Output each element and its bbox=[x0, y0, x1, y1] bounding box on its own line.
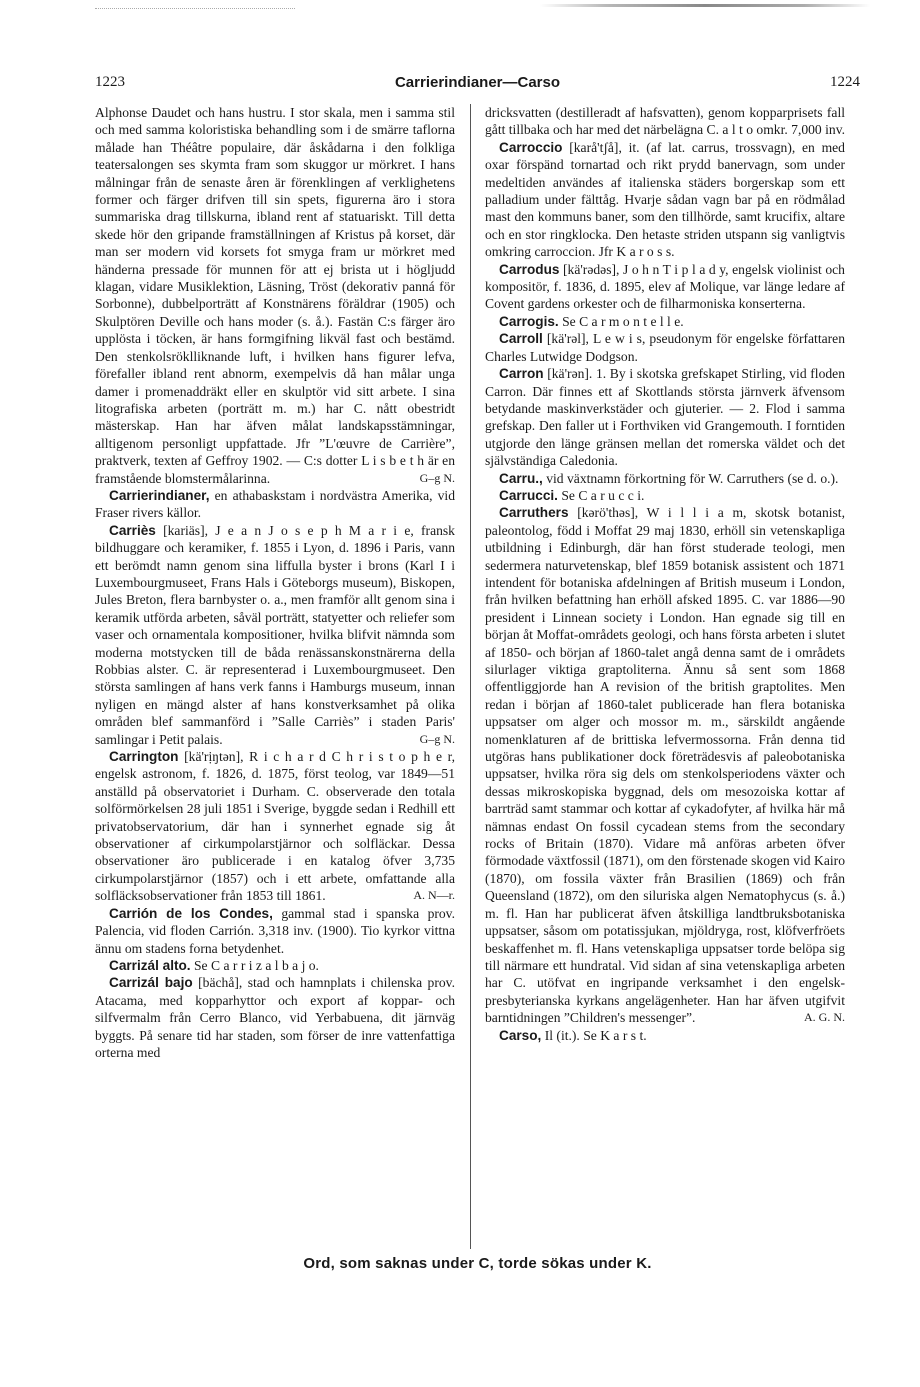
article-entry bbox=[95, 522, 455, 748]
entry-text: Se C a r u c c i. bbox=[561, 487, 645, 503]
entry-text: vid växtnamn förkortning för W. Carruthers (se d. o.). bbox=[546, 470, 839, 486]
headword: Carrizál alto. bbox=[109, 957, 191, 973]
article-entry bbox=[485, 470, 845, 487]
headword: Carriès bbox=[109, 522, 156, 538]
headword: Carrogis. bbox=[499, 313, 559, 329]
entry-text: dricksvatten (destilleradt af hafsvatten), genom kopparprisets fall gått tillbaka och har med det närbelägna C. a l t o omkr. 7,000 inv. bbox=[485, 105, 846, 138]
headword: Carroll bbox=[499, 331, 543, 347]
entry-text: [kariäs], J e a n J o s e p h M a r i e, fransk bildhuggare och keramiker, f. 1855 i Lyon, d. 1896 i Paris, vann ett berömdt namn genom sina liffulla byster i brons (Karl I i Luxembourgmuseet, Frans Hals i Göteborgs museum), Biskopen, Jules Breton, flera barnbyster o. a., men framför allt genom sina i keramik utförda arbeten, såväl porträtt, statyetter och reliefer som vaser och ornamentala kompositioner, hvilka blifvit nämnda som moderna motstycken till de båda renässanskonstnärerna della Robbias alster. C. är representerad i Luxembourgmuseet. Den största samlingen af hans verk fanns i Hamburgs museum, innan nyligen en mängd alster af hans konstverksamhet på olika områden blef sammanförd i ”Salle Carriès” i staden Paris' samlingar i Petit palais. bbox=[95, 522, 455, 747]
entry-text: [karå'tʃå], it. (af lat. carrus, trossvagn), en med oxar förspänd tornartad och rikt prydd banervagn, som under medeltiden användes af italienska städers borgerskap som ett palladium under fälttåg. Hvarje sådan vagn bar på en rödmålad mast den kommuns baner, som den tillhörde, samt krucifix, altare och en stor ringklocka. Den hetaste striden utspann sig vanligtvis omkring carroccion. Jfr K a r o s s. bbox=[485, 139, 845, 260]
page-number-left: 1223 bbox=[95, 74, 125, 90]
entry-text: Se C a r m o n t e l l e. bbox=[562, 313, 684, 329]
author-signature: A. G. N. bbox=[804, 1010, 845, 1025]
headword: Carso, bbox=[499, 1027, 542, 1043]
entry-text: [kä'rịŋtən], R i c h a r d C h r i s t o p h e r, engelsk astronom, f. 1826, d. 1875, först teolog, var 1849—51 anställd på observatoriet i Durham. C. observerade den totala solförmörkelsen 28 juli 1851 i Sverige, byggde sedan i Redhill ett privatobservatorium, där han i synnerhet egnade sig åt observationer af cirkumpolarstjärnor och solfläckar. Dessa observationer äro publicerade i en katalog öfver 3,735 cirkumpolarstjärnor (1857) och i ett arbete, omfattande alla solfläcksobservationer från 1853 till 1861. bbox=[95, 749, 455, 904]
headword: Carru., bbox=[499, 470, 543, 486]
scan-artifact bbox=[95, 8, 295, 11]
headword: Carrierindianer, bbox=[109, 487, 210, 503]
article-entry bbox=[485, 313, 845, 330]
footer-note: Ord, som saknas under C, torde sökas under K. bbox=[303, 1255, 652, 1272]
entry-text: Il (it.). Se K a r s t. bbox=[544, 1027, 647, 1043]
author-signature: A. N—r. bbox=[413, 888, 455, 903]
left-column bbox=[95, 104, 455, 1061]
running-title: Carrierindianer—Carso bbox=[394, 74, 561, 91]
column-divider bbox=[470, 104, 471, 1249]
article-entry bbox=[485, 104, 845, 139]
article-entry bbox=[485, 504, 845, 1026]
headword: Carruthers bbox=[499, 505, 569, 521]
article-entry bbox=[485, 365, 845, 469]
page-header bbox=[95, 74, 860, 94]
article-entry bbox=[95, 487, 455, 522]
entry-text: [kä'rəl], L e w i s, pseudonym för engelske författaren Charles Lutwidge Dodgson. bbox=[485, 331, 845, 364]
headword: Carrizál bajo bbox=[109, 975, 193, 991]
headword: Carrucci. bbox=[499, 487, 558, 503]
entry-text: Se C a r r i z a l b a j o. bbox=[194, 957, 319, 973]
entry-text: Alphonse Daudet och hans hustru. I stor skala, men i samma stil och med samma koloristiska behandling som i de smärre taflorna målade han Théâtre populaire, där åskådarna i den folkliga teatersalongen ses skymta fram som skuggor ur mörkret. I hans målningar från de senaste åren är förenklingen af verklighetens former och färger drifven till sin spets, figurerna äro i stora summariska drag tillskurna, ibland rent af statuariskt. Till detta skede hör den gripande framställningen af Kristus på korset, där man ser modern vid korsets fot smyga fram ur mörkret med händerna pressade för munnen för att ej brista ut i högljudd klagan, vidare Musiklektion, Läsning, Tröst (dekorativ panná för Sorbonne), dubbelporträtt af Konstnärens föräldrar (1905) och Skulptören Deville och hans moder (s. å.). Fastän C:s färger äro upplösta i töcken, är hans formgifning likväl fast och bestämd. Den stenkolsröklliknande luft, i hvilken hans figurer lefva, förefaller ibland rent abnorm, exempelvis då han målar unga damer i promenaddräkt eller en skulptör vid sitt arbete. I sina litografiska arbeten (porträtt m. m.) har C. nått obestridt mästerskap. Han har äfven målat landskapsstämningar, alltigenom personligt uppfattade. Jfr ”L'œuvre de Carrière”, praktverk, texten af Geffroy 1902. — C:s dotter L i s b e t h är en framstående blomstermålarinna. bbox=[95, 105, 455, 486]
headword: Carroccio bbox=[499, 139, 563, 155]
entry-text: en athabaskstam i nordvästra Amerika, vid Fraser rivers källor. bbox=[95, 487, 455, 521]
article-entry bbox=[485, 261, 845, 313]
article-entry bbox=[95, 748, 455, 905]
article-entry bbox=[485, 330, 845, 365]
headword: Carrodus bbox=[499, 261, 560, 277]
page-number-right: 1224 bbox=[830, 74, 860, 90]
article-entry bbox=[95, 957, 455, 974]
entry-text: [kərö'thəs], W i l l i a m, skotsk botanist, paleontolog, född i Moffat 29 maj 1830, erhöll sin vetenskapliga utbildning i Edinburgh, där han först studerade teologi, men sedermera naturvetenskap, blef 1859 botanisk assistent och 1871 intendent för botaniska afdelningen af British museum i London, från hvilken befattning han erhöll afsked 1895. C. var 1886—90 president i Linnean society i London. Han egnade sig till en början åt Moffat-områdets geologi, och hans första arbeten i slutet af 1850- och början af 1860-talet angå denna samt de i områdets silurlager viktiga graptoliterna. Ännu så sent som 1868 offentliggjorde han A revision of the british graptolites. Men redan i början af 1860-talet publicerade han flera botaniska uppsatser om alger och mossor m. m., särskildt angående nomenklaturen af de brittiska lefvermossorna. Från denna tid utgöras hans publikationer dock företrädesvis af paleobotaniska uppsatser, hvilka röra sig dels om stenkolsperiodens växter och dessas mikroskopiska byggnad, dels om mesozoiska kottar af barrträd samt stammar och kottar af cykadofyter, af hvilka här må nämnas endast On fossil cycadean stems from the secondary rocks of Britain (1870). Vidare må anföras arbeten öfver förmodade växtfossil (1871), om den förstenade skogen vid Kairo (1870), om fossila växter från Brasilien (1869) och från Queensland (1872), om den siluriska algen Nematophycus (s. å.) m. fl. Han har publicerat äfven åtskilliga landtbruksbotaniska uppsatser, såsom om potatissjukan, mjöldryga, rost, klöfverfröets beskaffenhet m. fl. Hans vetenskapliga uppsatser torde belöpa sig till närmare ett hundratal. Vid sidan af sina vetenskapliga arbeten har C. utöfvat en ingripande verksamhet i den engelsk-presbyterianska kyrkans angelägenheter. Han har äfven utgifvit barntidningen ”Children's messenger”. bbox=[485, 505, 845, 1026]
article-entry bbox=[485, 139, 845, 261]
right-column bbox=[485, 104, 845, 1044]
author-signature: G–g N. bbox=[419, 731, 455, 746]
article-entry bbox=[485, 487, 845, 504]
article-entry bbox=[485, 1027, 845, 1044]
headword: Carron bbox=[499, 366, 544, 382]
author-signature: G–g N. bbox=[419, 470, 455, 485]
headword: Carrington bbox=[109, 749, 179, 765]
article-entry bbox=[95, 974, 455, 1061]
article-entry bbox=[95, 905, 455, 957]
entry-text: [bächå], stad och hamnplats i chilenska prov. Atacama, med kopparhyttor och export af koppar- och silfvermalm från Cerro Blanco, vid Yerbabuena, dit järnväg byggts. På senare tid har staden, som förser de inre vattenfattiga orterna med bbox=[95, 975, 455, 1060]
scan-artifact bbox=[540, 4, 870, 7]
entry-text: [kä'rən]. 1. By i skotska grefskapet Stirling, vid floden Carron. Där finnes ett af Skottlands största järnverk äfvensom betydande maskinverkstäder och gjuterier. — 2. Flod i samma grefskap. Den faller ut i Forthviken vid Grangemouth. I forntiden utgjorde den länge gränsen mellan det romerska väldet och det självständiga Caledonia. bbox=[485, 366, 845, 469]
entry-text: gammal stad i spanska prov. Palencia, vid floden Carrión. 3,318 inv. (1900). Tio kyrkor vittna ännu om stadens forna betydenhet. bbox=[95, 905, 455, 956]
headword: Carrión de los Condes, bbox=[109, 905, 273, 921]
article-entry bbox=[95, 104, 455, 487]
entry-text: [kä'rədəs], J o h n T i p l a d y, engelsk violinist och kompositör, f. 1836, d. 1895, elev af Molique, var länge ledare af Covent gardens orkester och de filharmoniska konserterna. bbox=[485, 261, 845, 312]
